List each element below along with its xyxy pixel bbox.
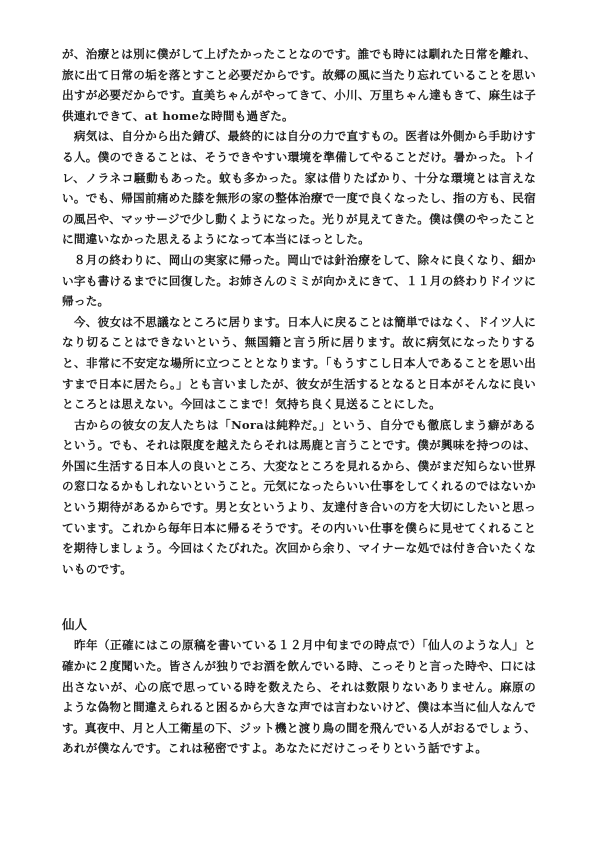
paragraph-1: が、治療とは別に僕がして上げたかったことなのです。誰でも時には馴れた日常を離れ、旅に出て日常の垢を落とすこと必要だからです。故郷の風に当たり忘れていることを思い出すが必要だからです。直美ちゃんがやってきて、小川、万里ちゃん達もきて、麻生は子供連れできて、at homeな時間も過ぎた。: [62, 47, 536, 123]
paragraph-5: 古からの彼女の友人たちは「Noraは純粋だ。」という、自分でも徹底しまう癖があるという。でも、それは限度を越えたらそれは馬鹿と言うことです。僕が興味を持つのは、外国に生活する日本人の良いところ、大変なところを見れるから、僕がまだ知らない世界の窓口なるかもしれないということ。元気になったらいい仕事をしてくれるのではないかという期待があるからです。男と女というより、友達付き合いの方を大切にしたいと思っています。これから毎年日本に帰るそうです。その内いい仕事を僕らに見せてくれることを期待しましょう。今回はくたびれた。次回から余り、マイナーな処では付き合いたくないものです。: [62, 417, 536, 576]
section-paragraph-1: 昨年（正確にはこの原稿を書いている１２月中旬までの時点で）「仙人のような人」と確かに２度聞いた。皆さんが独りでお酒を飲んでいる時、こっそりと言った時や、口には出さないが、心の底で思っている時を数えたら、それは数限りないありません。麻原のような偽物と間違えられると困るから大きな声では言わないけど、僕は本当に仙人なんです。真夜中、月と人工衛星の下、ジット機と渡り鳥の間を飛んでいる人がおるでしょう、あれが僕なんです。これは秘密ですよ。あなたにだけこっそりという話ですよ。: [62, 638, 536, 756]
section-gap: [62, 579, 536, 597]
paragraph-2: 病気は、自分から出た錆び、最終的には自分の力で直すもの。医者は外側から手助けする人。僕のできることは、そうできやすい環境を準備してやることだけ。暑かった。トイレ、ノラネコ騒動もあった。蚊も多かった。家は借りたばかり、十分な環境とは言えない。でも、帰国前痛めた膝を無形の家の整体治療で一度で良くなったし、指の方も、民宿の風呂や、マッサージで少し動くようになった。光りが見えてきた。僕は僕のやったことに間違いなかった思えるようになって本当にほっとした。: [62, 129, 536, 247]
paragraph-4: 今、彼女は不思議なところに居ります。日本人に戻ることは簡単ではなく、ドイツ人になり切ることはできないという、無国籍と言う所に居ります。故に病気になったりすると、非常に不安定な場所に立つこととなります。「もうすこし日本人であることを思い出すまで日本に居たら。」とも言いましたが、彼女が生活するとなると日本がそんなに良いところとは思えない。今回はここまで！気持ち良く見送ることにした。: [62, 314, 536, 412]
paragraph-3: ８月の終わりに、岡山の実家に帰った。岡山では針治療をして、除々に良くなり、細かい字も書けるまでに回復した。お姉さんのミミが向かえにきて、１１月の終わりドイツに帰った。: [62, 252, 536, 309]
section-heading: 仙人: [62, 617, 88, 633]
